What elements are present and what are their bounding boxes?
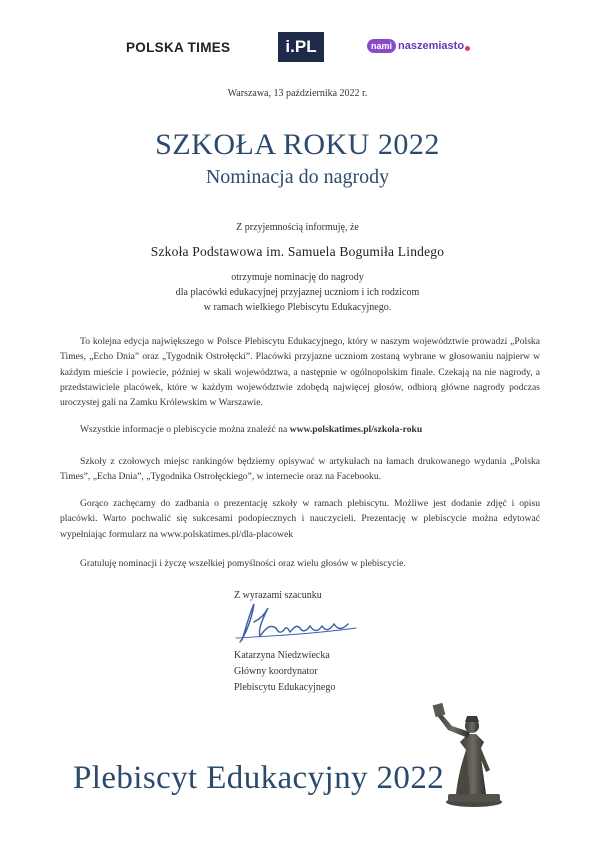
polska-times-logo: POLSKA TIMES <box>126 40 231 55</box>
nomination-line: otrzymuje nominację do nagrody <box>231 272 364 283</box>
info-url-link[interactable]: www.polskatimes.pl/szkola-roku <box>289 424 423 435</box>
nomination-line: dla placówki edukacyjnej przyjaznej uczniom i ich rodzicom <box>175 287 420 298</box>
nami-badge: nami <box>367 39 396 53</box>
paragraph-3: Szkoły z czołowych miejsc rankingów będziemy opisywać w artykułach na łamach drukowanego wydania „Polska Times”, „Echa Dnia”, „Tygodnika Ostrołęckiego”, w internecie oraz na Facebooku. <box>60 456 540 483</box>
footer-title: Plebiscyt Edukacyjny 2022 <box>73 760 445 796</box>
signer-org: Plebiscytu Edukacyjnego <box>234 682 336 693</box>
signer-name: Katarzyna Niedzwiecka <box>234 650 330 661</box>
closing-line: Z wyrazami szacunku <box>234 590 322 601</box>
naszemiasto-logo <box>367 39 470 53</box>
naszemiasto-dot-icon <box>465 46 470 51</box>
intro-line: Z przyjemnością informuję, że <box>236 222 359 233</box>
page-title: SZKOŁA ROKU 2022 <box>155 128 440 161</box>
signer-role: Główny koordynator <box>234 666 318 677</box>
statue-figure-icon <box>428 690 518 810</box>
info-text: Wszystkie informacje o plebiscycie można znaleźć na <box>80 424 290 435</box>
school-name: Szkoła Podstawowa im. Samuela Bogumiła Lindego <box>150 244 445 259</box>
dateline: Warszawa, 13 października 2022 r. <box>227 88 368 99</box>
signer-block <box>234 648 335 696</box>
paragraph-1: To kolejna edycja największego w Polsce Plebiscytu Edukacyjnego, który w naszym województwie prowadzi „Polska Times, „Echo Dnia” oraz „Tygodnik Ostrołęcki”. Placówki przyjazne uczniom zostaną wybrane w głosowaniu najpierw w każdym mieście i powiecie, później w skali województwa, a następnie w ogólnopolskim finale. Czekają na nie nagrody, a przedstawiciele placówek, które w każdym województwie zdobędą najwięcej głosów, odbiorą główne nagrody podczas uroczystej gali na Zamku Królewskim w Warszawie. <box>60 336 540 409</box>
page-subtitle: Nominacja do nagrody <box>205 166 390 188</box>
ipl-logo: i.PL <box>278 32 324 62</box>
nomination-lines <box>0 270 595 315</box>
signature-image <box>232 598 362 648</box>
paragraph-2 <box>60 422 540 437</box>
nomination-line: w ramach wielkiego Plebiscytu Edukacyjnego. <box>203 302 392 313</box>
naszemiasto-text: naszemiasto <box>398 40 465 52</box>
paragraph-5: Gratuluję nominacji i życzę wszelkiej pomyślności oraz wielu głosów w plebiscycie. <box>80 558 406 569</box>
header-logos <box>0 30 595 62</box>
paragraph-4: Gorąco zachęcamy do zadbania o prezentację szkoły w ramach plebiscytu. Możliwe jest dodanie zdjęć i opisu placówki. Warto pochwalić się sukcesami podopiecznych i nauczycieli. Prezentację w plebiscycie można edytować wypełniając formularz na www.polskatimes.pl/dla-placowek <box>60 498 540 540</box>
